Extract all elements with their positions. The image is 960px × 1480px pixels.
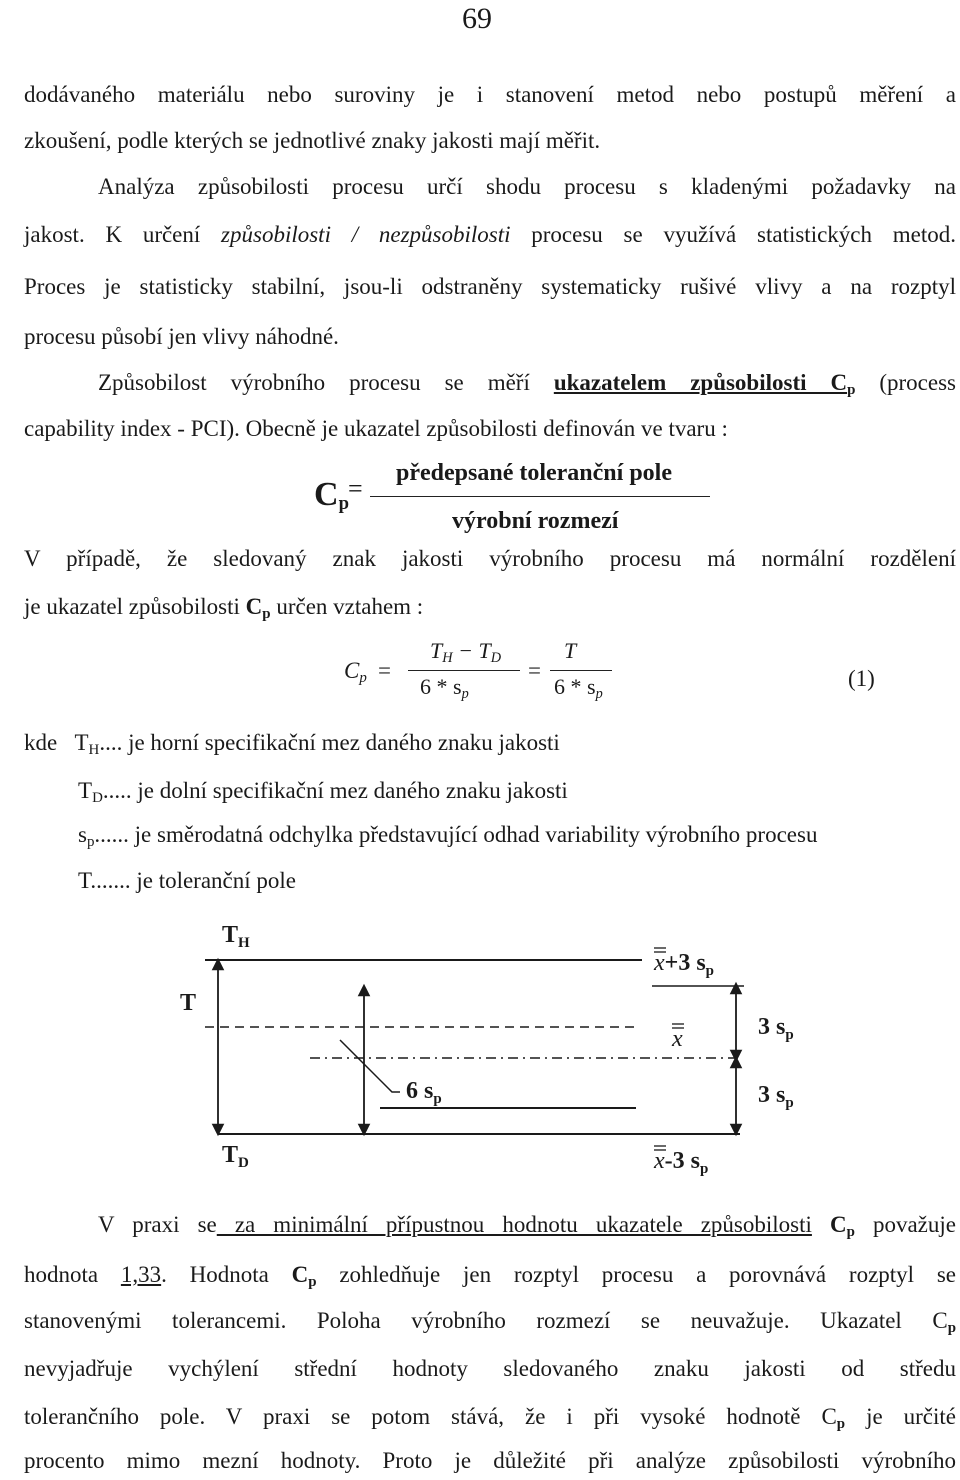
cp-letter: C <box>245 594 263 619</box>
paragraph-3-line-2: capability index - PCI). Obecně je ukazatel způsobilosti definován ve tvaru : <box>24 416 728 441</box>
def-subscript: H <box>88 742 100 758</box>
xbar-symbol: x <box>654 950 665 976</box>
text-span: Způsobilost výrobního procesu se měří <box>98 370 554 395</box>
label-xbar-minus <box>653 1148 708 1177</box>
xbar-plus-text: +3 s <box>664 950 706 976</box>
text-span: V praxi se <box>98 1212 217 1237</box>
six-sp-text: 6 s <box>406 1078 434 1104</box>
definition-sp <box>78 822 817 851</box>
text-span: určen vztahem : <box>270 594 424 619</box>
def-symbol: T <box>78 868 91 893</box>
def-text: je toleranční pole <box>130 868 296 893</box>
paragraph-1-line-1: dodávaného materiálu nebo suroviny je i stanovení metod nebo postupů měření a <box>24 82 956 107</box>
cp-letter: C <box>811 1212 847 1237</box>
def-dots: ....... <box>90 868 131 893</box>
def-subscript: p <box>86 834 95 850</box>
formula2-numerator-2: T <box>564 638 577 663</box>
label-3sp-upper <box>758 1014 794 1043</box>
paragraph-3-line-1 <box>98 368 956 405</box>
text-span: je ukazatel způsobilosti <box>24 594 246 619</box>
paragraph-2-line-2 <box>24 220 956 250</box>
paragraph-2-line-1: Analýza způsobilosti procesu určí shodu procesu s kladenými požadavky na <box>98 174 956 199</box>
paragraph-1-line-2: zkoušení, podle kterých se jednotlivé znaky jakosti mají měřit. <box>24 128 601 153</box>
cp-symbol <box>291 1262 317 1290</box>
def-dots: ...... <box>94 822 129 847</box>
minus-sign: − <box>452 638 479 663</box>
label-xbar: x <box>672 1026 683 1052</box>
cp-symbol <box>811 1212 855 1240</box>
text-span: tolerančního pole. V praxi se potom stává, že i při vysoké hodnotě C <box>24 1404 837 1429</box>
text-span: stanovenými tolerancemi. Poloha výrobního rozmezí se neuvažuje. Ukazatel C <box>24 1308 948 1333</box>
lhs-subscript: p <box>338 493 349 514</box>
den-sub: p <box>461 686 469 702</box>
def-text: je směrodatná odchylka představující odhad variability výrobního procesu <box>128 822 818 847</box>
xbar-minus-subscript: p <box>700 1161 709 1177</box>
label-xbar-plus <box>653 950 714 979</box>
three-sp-text: 3 s <box>758 1014 786 1040</box>
th-letter: T <box>430 638 443 663</box>
paragraph-2-line-3: Proces je statisticky stabilní, jsou-li odstraněny systematicky rušivé vlivy a na rozptyl <box>24 274 956 299</box>
def-text: je horní specifikační mez daného znaku jakosti <box>122 730 560 755</box>
definition-th <box>24 730 560 759</box>
paragraph-5-line-4: nevyjadřuje vychýlení střední hodnoty sledovaného znaku jakosti od středu <box>24 1356 956 1381</box>
text-span: je určité <box>845 1404 956 1429</box>
fraction-bar <box>370 496 710 497</box>
formula-cp-normal <box>340 638 900 708</box>
cp-subscript: p <box>262 606 271 622</box>
label-th <box>222 922 250 951</box>
td-letter: T <box>222 1142 239 1168</box>
equals-sign: = <box>348 474 363 503</box>
kde-label: kde <box>24 730 58 755</box>
paragraph-5-line-2 <box>24 1260 956 1297</box>
definition-t <box>78 868 296 894</box>
td-subscript: D <box>238 1155 249 1171</box>
text-span: zohledňuje jen rozptyl procesu a porovnává rozptyl se <box>316 1262 956 1287</box>
text-span: . Hodnota <box>161 1262 292 1287</box>
text-span: (process <box>855 370 956 395</box>
label-3sp-lower <box>758 1082 794 1111</box>
italic-term: způsobilosti / nezpůsobilosti <box>221 222 511 247</box>
formula-lhs <box>314 476 349 515</box>
paragraph-5-line-1 <box>98 1210 956 1247</box>
def-subscript: D <box>92 790 103 806</box>
cp-letter: C <box>291 1262 309 1287</box>
xbar-symbol: x <box>654 1148 665 1174</box>
formula2-denominator-2 <box>554 674 603 703</box>
label-t: T <box>180 990 197 1016</box>
fraction-bar-1 <box>408 670 520 671</box>
paragraph-5-line-6: procento mimo mezní hodnoty. Proto je důležité při analýze způsobilosti výrobního <box>24 1448 956 1473</box>
paragraph-4-line-2 <box>24 592 956 629</box>
six-sp-subscript: p <box>433 1091 442 1107</box>
lhs-subscript: p <box>359 670 367 686</box>
paragraph-4-line-1: V případě, že sledovaný znak jakosti výrobního procesu má normální rozdělení <box>24 546 956 571</box>
three-sp-subscript: p <box>785 1095 794 1111</box>
paragraph-5-line-3 <box>24 1306 956 1343</box>
value-underlined: 1,33 <box>120 1262 162 1287</box>
def-symbol: T <box>74 730 89 755</box>
three-sp-text: 3 s <box>758 1082 786 1108</box>
cp-subscript: p <box>836 1416 846 1432</box>
formula2-lhs <box>344 658 367 687</box>
term-underlined <box>553 370 856 398</box>
page-number: 69 <box>462 2 492 35</box>
fraction-bar-2 <box>550 670 612 671</box>
term-subscript: p <box>847 382 856 398</box>
th-letter: T <box>222 922 239 948</box>
td-letter: T <box>478 638 491 663</box>
th-sub: H <box>442 650 453 666</box>
def-text: je dolní specifikační mez daného znaku jakosti <box>131 778 568 803</box>
xbar-plus-subscript: p <box>705 963 715 979</box>
underlined-phrase: za minimální přípustnou hodnotu ukazatele způsobilosti <box>216 1212 812 1237</box>
term-text: ukazatelem způsobilosti C <box>553 370 848 395</box>
cp-subscript: p <box>308 1274 317 1290</box>
text-span: jakost. K určení <box>24 222 222 247</box>
def-symbol: s <box>78 822 87 847</box>
formula-denominator: výrobní rozmezí <box>452 508 619 534</box>
formula2-numerator-1 <box>430 638 501 667</box>
def-symbol: T <box>78 778 93 803</box>
paragraph-5-line-5 <box>24 1402 956 1439</box>
cp-subscript: p <box>947 1320 956 1336</box>
cp-subscript: p <box>846 1224 855 1240</box>
definition-td <box>78 778 568 807</box>
equals-sign-1: = <box>378 658 391 683</box>
leader-line <box>340 1040 400 1092</box>
equation-number: (1) <box>848 666 875 691</box>
th-subscript: H <box>238 935 250 951</box>
den-sub: p <box>595 686 603 702</box>
cp-symbol <box>245 594 271 622</box>
equals-sign-2: = <box>528 658 541 683</box>
td-sub: D <box>490 650 502 666</box>
lhs-symbol: C <box>344 658 360 683</box>
three-sp-subscript: p <box>785 1027 794 1043</box>
def-dots: ..... <box>102 778 132 803</box>
label-6sp <box>406 1078 442 1107</box>
formula2-denominator-1 <box>420 674 469 703</box>
formula-numerator: předepsané toleranční pole <box>396 460 672 486</box>
def-dots: .... <box>99 730 123 755</box>
paragraph-2-line-4: procesu působí jen vlivy náhodné. <box>24 324 339 349</box>
text-span: považuje <box>854 1212 956 1237</box>
tolerance-diagram <box>0 912 960 1202</box>
label-td <box>222 1142 249 1171</box>
xbar-minus-text: -3 s <box>664 1148 700 1174</box>
den-text: 6 * s <box>554 674 596 699</box>
text-span: procesu se využívá statistických metod. <box>510 222 956 247</box>
text-span: hodnota <box>24 1262 121 1287</box>
formula-cp-definition <box>300 460 720 540</box>
den-text: 6 * s <box>420 674 462 699</box>
lhs-symbol: C <box>314 476 339 513</box>
